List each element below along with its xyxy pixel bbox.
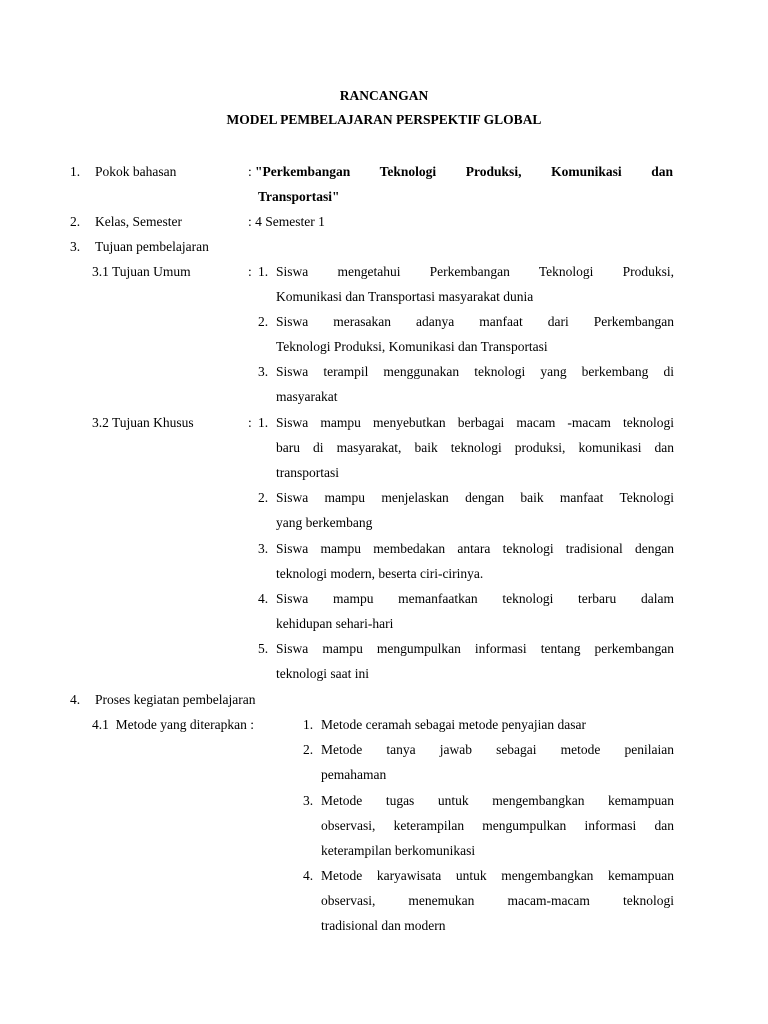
list-item-text: tradisional dan modern bbox=[321, 918, 446, 933]
list-item-text: teknologi saat ini bbox=[276, 666, 369, 681]
item-label-proses-kegiatan: Proses kegiatan pembelajaran bbox=[95, 692, 256, 707]
list-item-text: masyarakat bbox=[276, 389, 338, 404]
list-number: 4. bbox=[303, 868, 314, 883]
list-item-text: transportasi bbox=[276, 465, 339, 480]
list-item-text: kehidupan sehari-hari bbox=[276, 616, 394, 631]
list-number: 1. bbox=[303, 717, 314, 732]
list-item-text: Siswa terampil menggunakan teknologi yang berkembang di bbox=[276, 364, 674, 379]
list-item-text: keterampilan berkomunikasi bbox=[321, 843, 476, 858]
item-number: 3. bbox=[70, 239, 81, 254]
subsection-label-tujuan-khusus: 3.2 Tujuan Khusus bbox=[92, 415, 194, 430]
list-number: 1. bbox=[258, 415, 269, 430]
list-item-text: Metode tugas untuk mengembangkan kemampuan bbox=[321, 793, 674, 808]
list-item-text: yang berkembang bbox=[276, 515, 373, 530]
separator-colon: : bbox=[248, 415, 252, 430]
subsection-label-metode: 4.1 Metode yang diterapkan : bbox=[92, 717, 254, 732]
list-item-text: Metode karyawisata untuk mengembangkan kemampuan bbox=[321, 868, 674, 883]
list-number: 2. bbox=[258, 490, 269, 505]
list-item-text: Siswa mampu menjelaskan dengan baik manfaat Teknologi bbox=[276, 490, 674, 505]
pokok-bahasan-value-line2: Transportasi" bbox=[258, 189, 340, 204]
list-item-text: baru di masyarakat, baik teknologi produksi, komunikasi dan bbox=[276, 440, 674, 455]
list-item-text: observasi, menemukan macam-macam teknologi bbox=[321, 893, 674, 908]
list-number: 4. bbox=[258, 591, 269, 606]
item-number: 2. bbox=[70, 214, 81, 229]
pokok-bahasan-value-line1: "Perkembangan Teknologi Produksi, Komunikasi dan bbox=[255, 164, 673, 179]
list-item-text: Teknologi Produksi, Komunikasi dan Transportasi bbox=[276, 339, 548, 354]
list-item-text: teknologi modern, beserta ciri-cirinya. bbox=[276, 566, 484, 581]
subsection-label-tujuan-umum: 3.1 Tujuan Umum bbox=[92, 264, 191, 279]
item-label-kelas-semester: Kelas, Semester bbox=[95, 214, 182, 229]
item-label-pokok-bahasan: Pokok bahasan bbox=[95, 164, 177, 179]
item-label-tujuan-pembelajaran: Tujuan pembelajaran bbox=[95, 239, 209, 254]
list-item-text: Siswa mampu memanfaatkan teknologi terbaru dalam bbox=[276, 591, 674, 606]
document-title: RANCANGAN bbox=[339, 88, 429, 103]
list-number: 5. bbox=[258, 641, 269, 656]
list-item-text: Metode ceramah sebagai metode penyajian dasar bbox=[321, 717, 587, 732]
list-item-text: observasi, keterampilan mengumpulkan informasi dan bbox=[321, 818, 674, 833]
list-number: 2. bbox=[258, 314, 269, 329]
kelas-semester-value: : 4 Semester 1 bbox=[248, 214, 325, 229]
list-number: 3. bbox=[258, 541, 269, 556]
item-number: 1. bbox=[70, 164, 81, 179]
list-item-text: Komunikasi dan Transportasi masyarakat dunia bbox=[276, 289, 534, 304]
list-item-text: Siswa mampu membedakan antara teknologi tradisional dengan bbox=[276, 541, 674, 556]
list-item-text: Siswa mampu menyebutkan berbagai macam -macam teknologi bbox=[276, 415, 674, 430]
list-number: 3. bbox=[258, 364, 269, 379]
list-number: 3. bbox=[303, 793, 314, 808]
list-number: 1. bbox=[258, 264, 269, 279]
separator-colon: : bbox=[248, 264, 252, 279]
list-item-text: Metode tanya jawab sebagai metode penilaian bbox=[321, 742, 674, 757]
document-subtitle: MODEL PEMBELAJARAN PERSPEKTIF GLOBAL bbox=[226, 112, 542, 127]
list-item-text: pemahaman bbox=[321, 767, 387, 782]
list-item-text: Siswa mampu mengumpulkan informasi tentang perkembangan bbox=[276, 641, 674, 656]
separator-colon: : bbox=[248, 164, 252, 179]
list-number: 2. bbox=[303, 742, 314, 757]
list-item-text: Siswa merasakan adanya manfaat dari Perkembangan bbox=[276, 314, 674, 329]
item-number: 4. bbox=[70, 692, 81, 707]
list-item-text: Siswa mengetahui Perkembangan Teknologi Produksi, bbox=[276, 264, 674, 279]
